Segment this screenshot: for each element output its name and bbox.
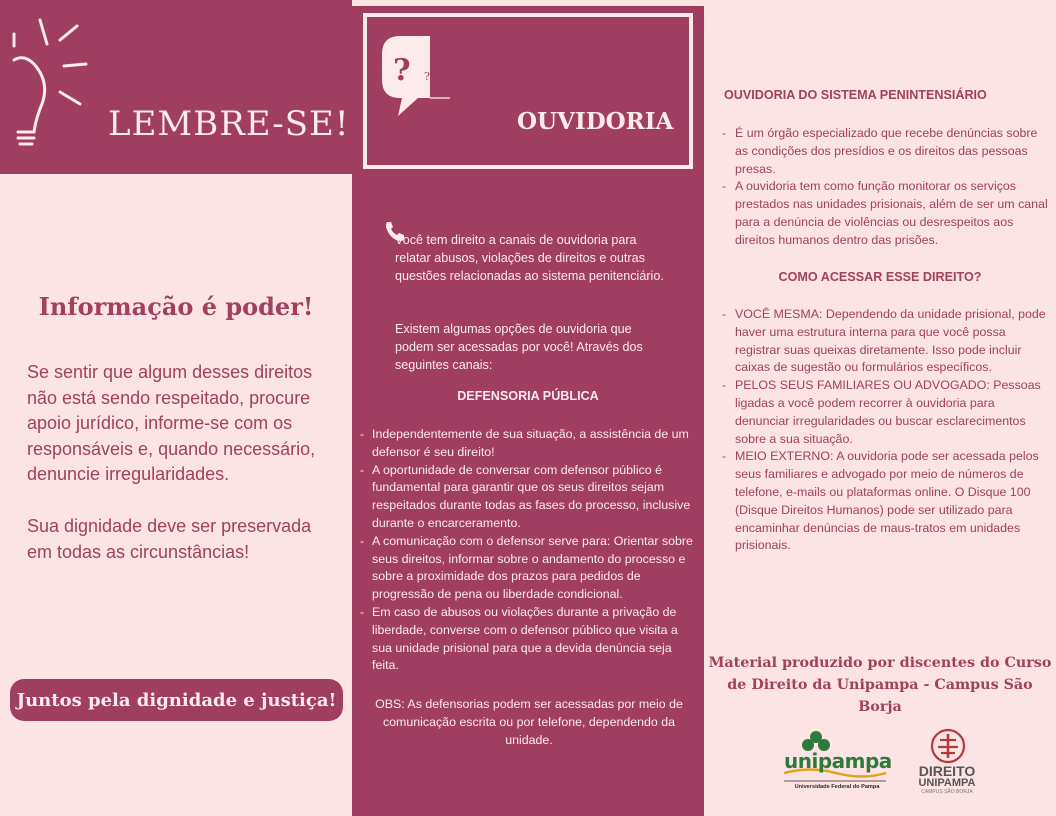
direito-wordmark-unipampa: UNIPAMPA [918, 777, 976, 789]
lightbulb-icon [4, 14, 94, 152]
ouvidoria-title: OUVIDORIA [517, 108, 674, 135]
question-bubble-icon [380, 34, 454, 118]
list-item: - MEIO EXTERNO: A ouvidoria pode ser acessada pelos seus familiares e advogado por meio de números de telefone, e-mails ou plataformas online. O Disque 100 (Disque Direitos Humanos) pode ser utilizado para encaminhar denúncias de maus-tratos em unidades prisionais. [722, 448, 1048, 555]
como-acessar-list [722, 306, 1048, 555]
svg-text:?: ? [393, 53, 411, 88]
top-strip [352, 0, 704, 6]
dignity-paragraph: Sua dignidade deve ser preservada em todas as circunstâncias! [27, 516, 312, 562]
como-acessar-heading: COMO ACESSAR ESSE DIREITO? [778, 270, 982, 284]
unipampa-wordmark: unipampa [784, 749, 892, 773]
list-item: - Independentemente de sua situação, a assistência de um defensor é seu direito! [360, 426, 698, 462]
list-item: - PELOS SEUS FAMILIARES OU ADVOGADO: Pessoas ligadas a você podem recorrer à ouvidoria para denunciar irregularidades ou buscar esclarecimentos sobre a sua situação. [722, 377, 1048, 448]
list-item: - Em caso de abusos ou violações durante a privação de liberdade, converse com o defensor público que visita a sua unidade prisional para que a devida denúncia seja feita. [360, 604, 698, 675]
middle-options-paragraph: Existem algumas opções de ouvidoria que podem ser acessadas por você! Através dos seguintes canais: [395, 322, 643, 372]
credits-text: Material produzido por discentes do Curso de Direito da Unipampa - Campus São Borja [708, 655, 1052, 715]
unipampa-subtitle: Universidade Federal do Pampa [794, 784, 880, 790]
list-item: - É um órgão especializado que recebe denúncias sobre as condições dos presídios e os direitos das pessoas presas. [722, 125, 1048, 178]
direito-wordmark: DIREITO [918, 763, 976, 779]
left-paragraph: Se sentir que algum desses direitos não está sendo respeitado, procure apoio jurídico, informe-se com os responsáveis e, quando necessário, denuncie irregularidades. [27, 362, 316, 484]
list-item: - A oportunidade de conversar com defensor público é fundamental para garantir que os seus direitos sejam respeitados durante todas as fases do processo, inclusive durante o encarceramento. [360, 462, 698, 533]
defensoria-obs: OBS: As defensorias podem ser acessadas por meio de comunicação escrita ou por telefone, dependendo da unidade. [375, 697, 683, 747]
direito-campus-subtitle: CAMPUS SÃO BORJA [921, 789, 973, 795]
list-item: - A comunicação com o defensor serve para: Orientar sobre seus direitos, informar sobre o andamento do processo e sobre a proximidade dos prazos para pedidos de progressão de pena ou liberdade condicional. [360, 533, 698, 604]
list-item: - VOCÊ MESMA: Dependendo da unidade prisional, pode haver uma estrutura interna para que você possa registrar suas queixas diretamente. Isso pode incluir caixas de sugestão ou formulários específicos. [722, 306, 1048, 377]
svg-text:?: ? [424, 70, 430, 83]
ouvidoria-sistema-heading: OUVIDORIA DO SISTEMA PENINTENSIÁRIO [724, 88, 987, 102]
defensoria-list [360, 426, 698, 675]
ouvidoria-sistema-list [722, 125, 1048, 250]
list-item: - A ouvidoria tem como função monitorar os serviços prestados nas unidades prisionais, além de ser um canal para a denúncia de violências ou desrespeitos aos direitos humanos dentro das prisões. [722, 178, 1048, 249]
info-heading: Informação é poder! [38, 292, 314, 321]
juntos-banner-text: Juntos pela dignidade e justiça! [16, 689, 337, 711]
middle-intro-paragraph: Você tem direito a canais de ouvidoria para relatar abusos, violações de direitos e outras questões relacionadas ao sistema penitenciário. [395, 233, 664, 283]
direito-seal-icon [930, 728, 966, 764]
lembre-se-title: LEMBRE-SE! [108, 104, 350, 144]
defensoria-heading: DEFENSORIA PÚBLICA [457, 389, 599, 403]
juntos-banner [10, 679, 343, 721]
